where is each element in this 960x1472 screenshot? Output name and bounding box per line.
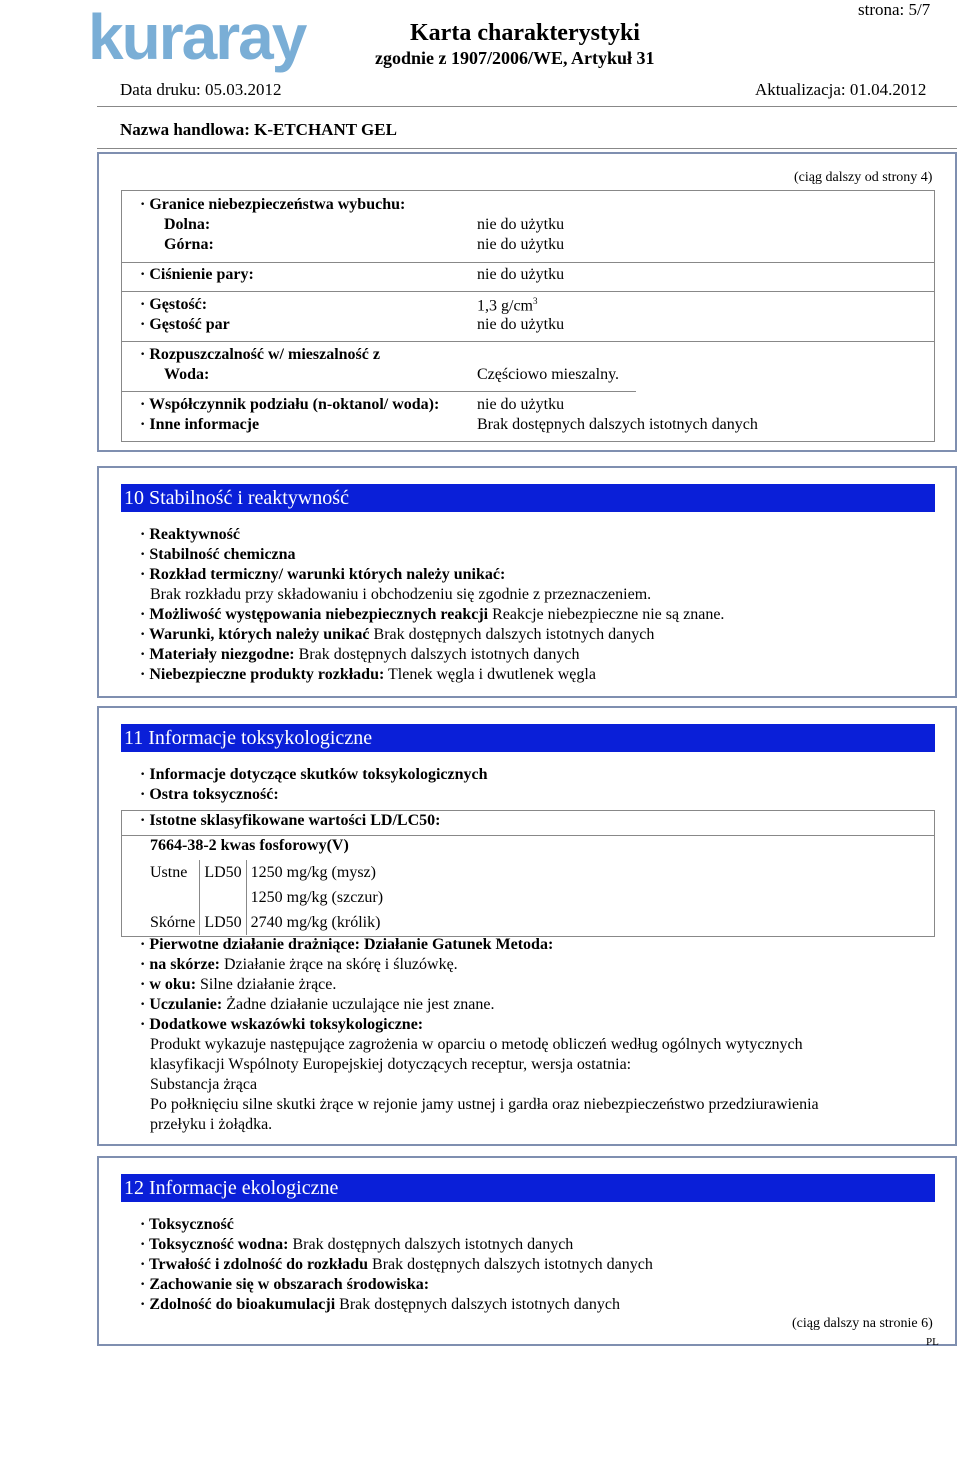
value-cell: 1250 mg/kg (szczur)	[246, 885, 387, 910]
header-divider	[97, 106, 957, 107]
toxicological-info-label: · Informacje dotyczące skutków toksykologicznych	[140, 766, 488, 783]
explosion-limits-label: · Granice niebezpieczeństwa wybuchu:	[140, 196, 406, 213]
section-10-heading: 10 Stabilność i reaktywność	[121, 484, 935, 512]
water-value: Częściowo mieszalny.	[477, 366, 620, 383]
chemical-stability-label: · Stabilność chemiczna	[140, 546, 296, 563]
skin-effect: · na skórze: Działanie żrące na skórę i śluzówkę.	[140, 956, 458, 973]
additional-info-line: klasyfikacji Wspólnoty Europejskiej dotyczących receptur, wersja ostatnia:	[150, 1056, 632, 1073]
ld-values-heading: · Istotne sklasyfikowane wartości LD/LC50:	[140, 812, 441, 829]
reactivity-label: · Reaktywność	[140, 526, 240, 543]
section-11-heading: 11 Informacje toksykologiczne	[121, 724, 935, 752]
section-12-heading: 12 Informacje ekologiczne	[121, 1174, 935, 1202]
vapour-density-label: · Gęstość par	[140, 316, 230, 333]
upper-limit-value: nie do użytku	[477, 236, 565, 253]
other-info-value: Brak dostępnych dalszych istotnych danych	[477, 416, 758, 433]
update-date: Aktualizacja: 01.04.2012	[755, 80, 927, 99]
value-cell: 2740 mg/kg (królik)	[246, 910, 387, 935]
vapour-density-value: nie do użytku	[477, 316, 565, 333]
document-subtitle: zgodnie z 1907/2006/WE, Artykuł 31	[375, 48, 655, 68]
water-label: Woda:	[164, 366, 210, 383]
table-row	[146, 910, 387, 935]
row-divider	[121, 835, 935, 836]
density-value: 1,3 $g/cm^3$	[477, 296, 538, 315]
thermal-decomposition-text: Brak rozkładu przy składowaniu i obchodzeniu się zgodnie z przeznaczeniem.	[150, 586, 652, 603]
lower-limit-value: nie do użytku	[477, 216, 565, 233]
other-info-label: · Inne informacje	[140, 416, 260, 433]
solubility-label: · Rozpuszczalność w/ mieszalność z	[140, 346, 380, 363]
hazardous-decomposition-products: · Niebezpieczne produkty rozkładu: Tlenek węgla i dwutlenek węgla	[140, 666, 596, 683]
vapour-pressure-label: · Ciśnienie pary:	[140, 266, 254, 283]
type-cell: LD50	[200, 860, 246, 885]
route-cell: Ustne	[150, 863, 188, 881]
thermal-decomposition-label: · Rozkład termiczny/ warunki których należy unikać:	[140, 566, 506, 583]
aquatic-toxicity: · Toksyczność wodna: Brak dostępnych dalszych istotnych danych	[140, 1236, 574, 1253]
sensitisation: · Uczulanie: Żadne działanie uczulające nie jest znane.	[140, 996, 495, 1013]
additional-info-line: przełyku i żołądka.	[150, 1116, 273, 1133]
kuraray-logo: kuraray	[88, 1, 306, 73]
row-divider	[121, 341, 935, 342]
vapour-pressure-value: nie do użytku	[477, 266, 565, 283]
hazardous-reactions: · Możliwość występowania niebezpiecznych reakcji Reakcje niebezpieczne nie są znane.	[140, 606, 725, 623]
additional-info-label: · Dodatkowe wskazówki toksykologiczne:	[140, 1016, 424, 1033]
row-divider	[121, 291, 935, 292]
partition-coefficient-value: nie do użytku	[477, 396, 565, 413]
persistence: · Trwałość i zdolność do rozkładu Brak dostępnych dalszych istotnych danych	[140, 1256, 653, 1273]
incompatible-materials: · Materiały niezgodne: Brak dostępnych dalszych istotnych danych	[140, 646, 580, 663]
route-cell: Skórne	[150, 913, 196, 931]
density-label: · Gęstość:	[140, 296, 208, 313]
bioaccumulation: · Zdolność do bioakumulacji Brak dostępnych dalszych istotnych danych	[140, 1296, 620, 1313]
upper-limit-label: Górna:	[164, 236, 214, 253]
additional-info-line: Produkt wykazuje następujące zagrożenia w oparciu o metodę obliczeń według ogólnych wytycznych	[150, 1036, 803, 1053]
document-title: Karta charakterystyki	[410, 20, 640, 46]
trade-name: Nazwa handlowa: K-ETCHANT GEL	[120, 120, 397, 139]
partition-coefficient-label: · Współczynnik podziału (n-oktanol/ woda):	[140, 396, 440, 413]
primary-irritant-label: · Pierwotne działanie drażniące: Działanie Gatunek Metoda:	[140, 936, 554, 953]
row-divider	[121, 391, 636, 392]
table-row	[146, 860, 387, 885]
lower-limit-label: Dolna:	[164, 216, 211, 233]
additional-info-line: Po połknięciu silne skutki żrące w rejonie jamy ustnej i gardła oraz niebezpieczeństwo przedziurawienia	[150, 1096, 819, 1113]
conditions-to-avoid: · Warunki, których należy unikać Brak dostępnych dalszych istotnych danych	[140, 626, 655, 643]
language-code: PL	[926, 1336, 939, 1348]
print-date: Data druku: 05.03.2012	[120, 80, 282, 99]
additional-info-line: Substancja żrąca	[150, 1076, 258, 1093]
trade-name-divider	[97, 148, 957, 149]
toxicity-table	[146, 860, 387, 935]
row-divider	[121, 262, 935, 263]
toxicity-label: · Toksyczność	[140, 1216, 234, 1233]
acute-toxicity-label: · Ostra toksyczność:	[140, 786, 279, 803]
eye-effect: · w oku: Silne działanie żrące.	[140, 976, 337, 993]
value-cell: 1250 mg/kg (mysz)	[246, 860, 387, 885]
continued-to-label: (ciąg dalszy na stronie 6)	[792, 1316, 933, 1331]
continued-from-label: (ciąg dalszy od strony 4)	[794, 170, 933, 185]
page-number: strona: 5/7	[858, 0, 931, 19]
substance-name: 7664-38-2 kwas fosforowy(V)	[150, 837, 349, 854]
route-cell	[146, 885, 200, 910]
type-cell	[200, 885, 246, 910]
table-row	[146, 885, 387, 910]
environmental-behaviour-label: · Zachowanie się w obszarach środowiska:	[140, 1276, 430, 1293]
type-cell: LD50	[200, 910, 246, 935]
